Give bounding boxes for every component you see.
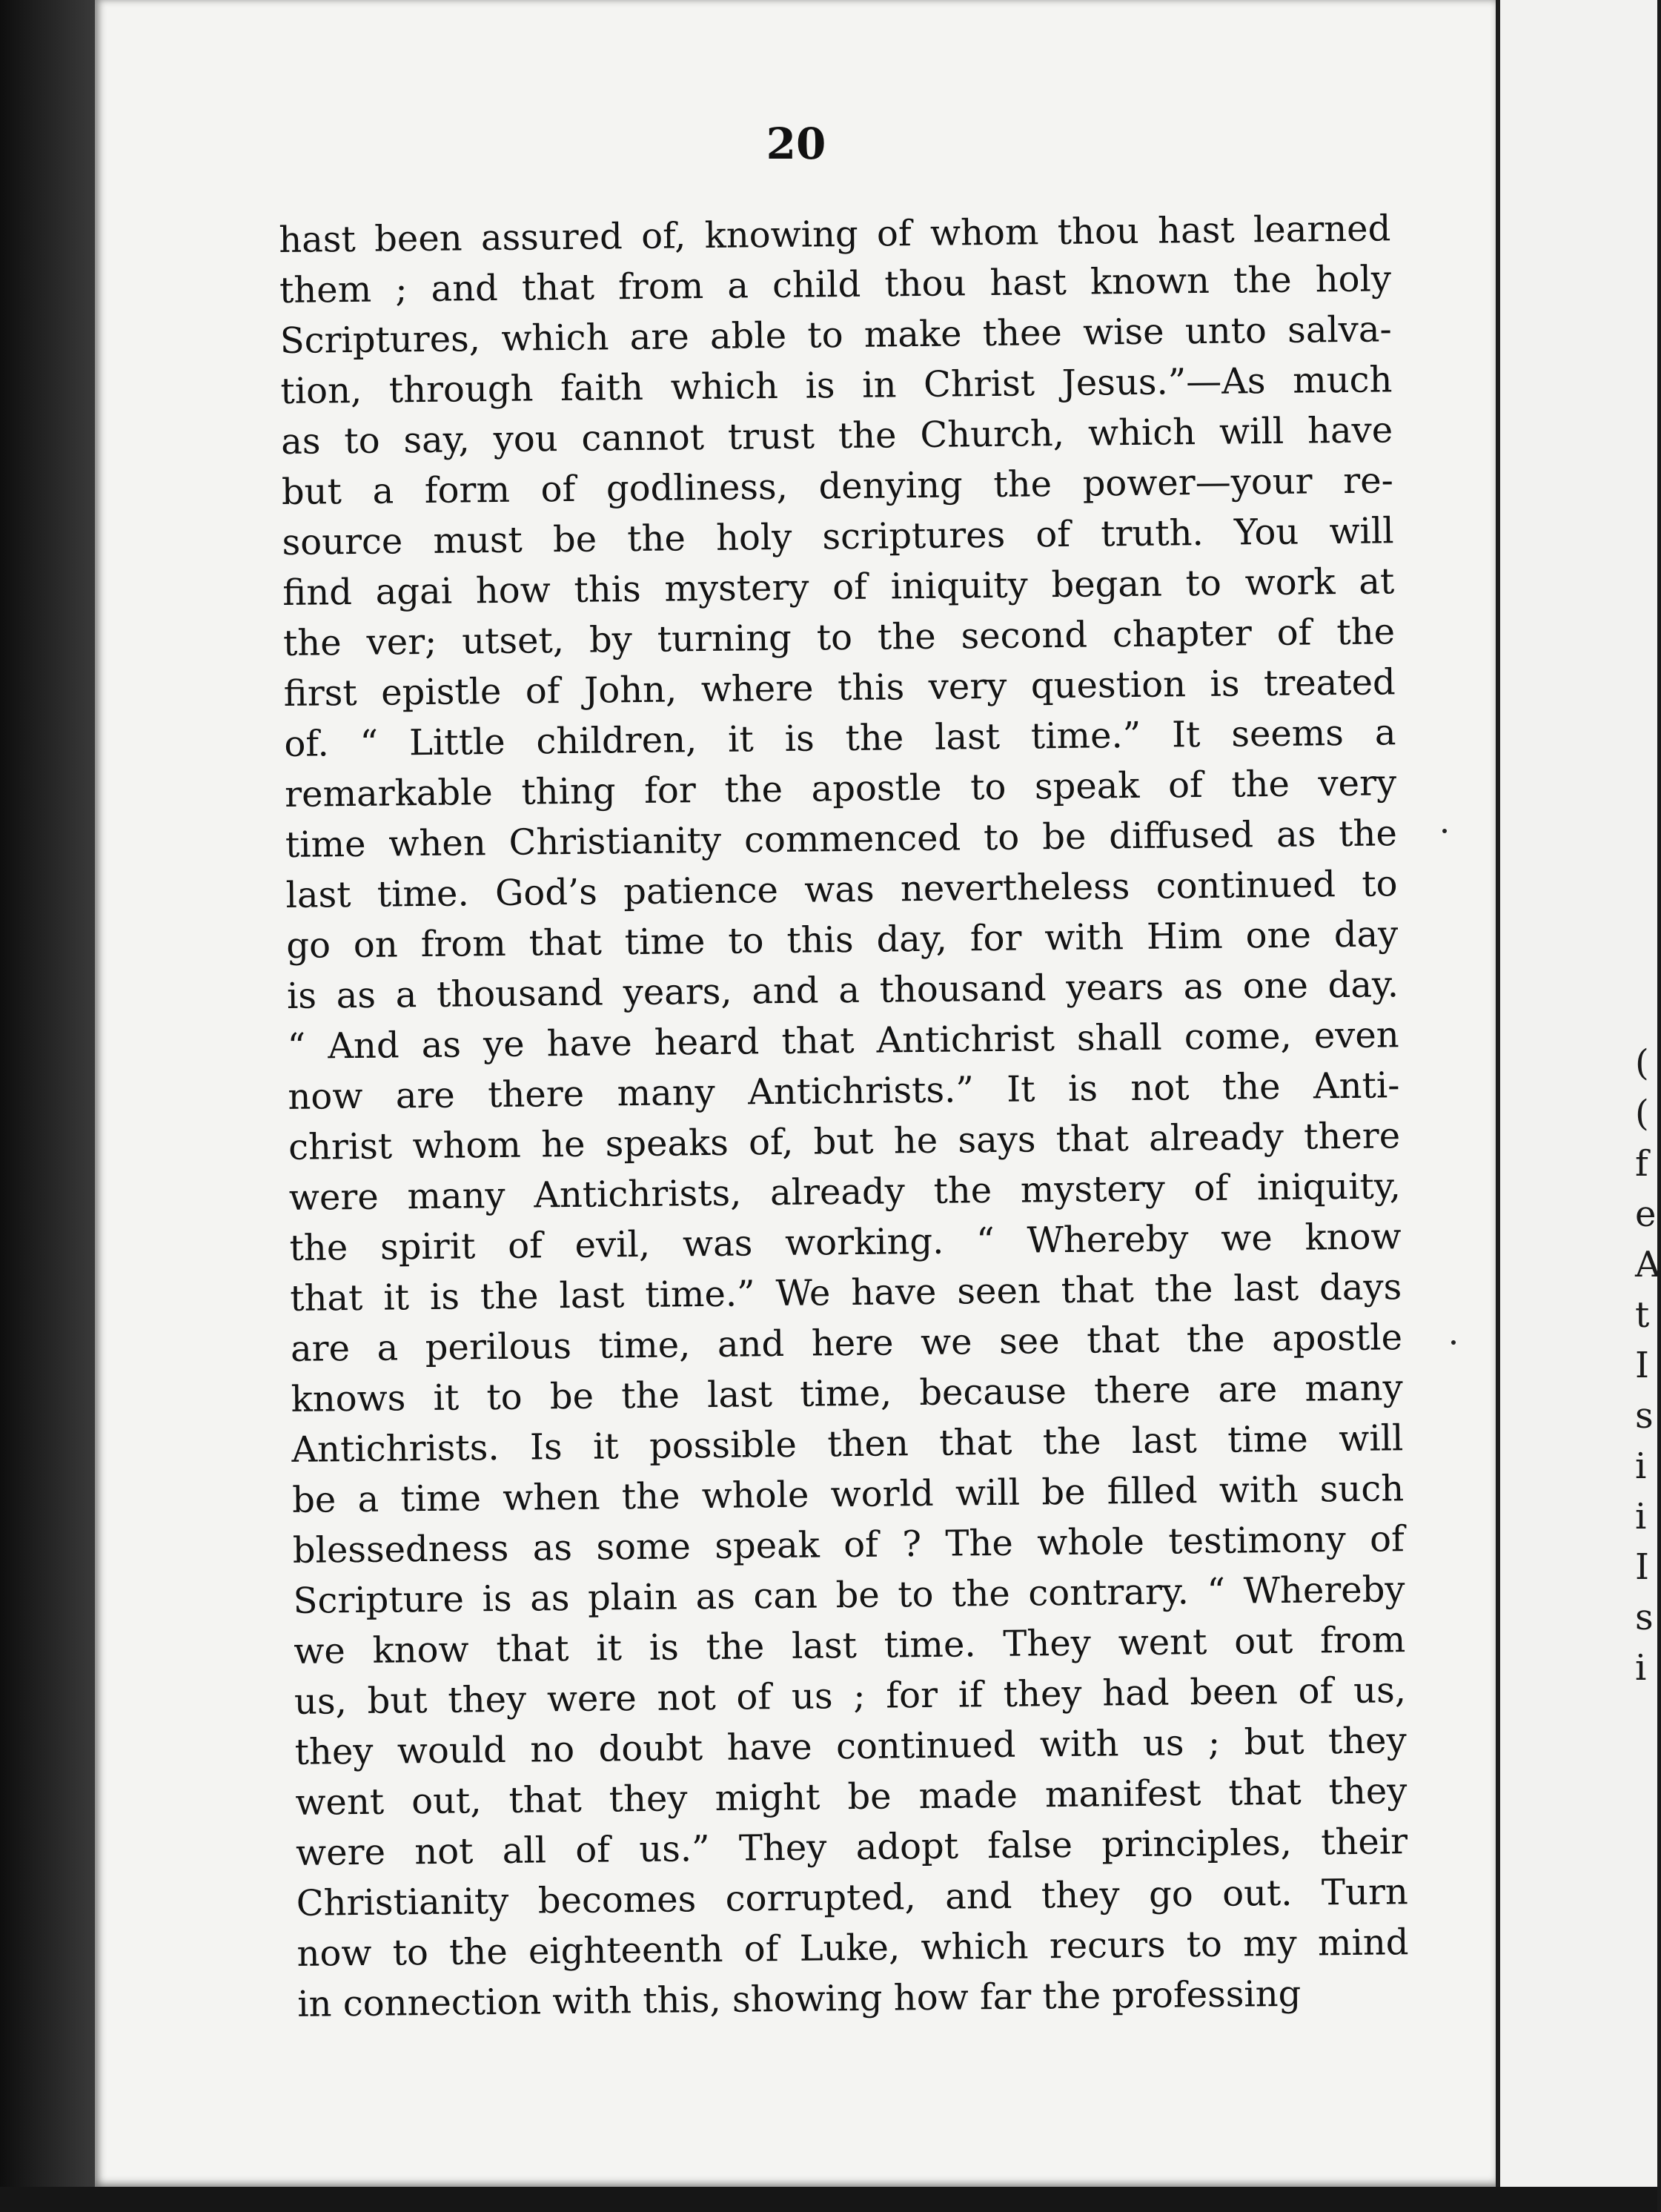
text-line: we know that it is the last time. They went out from [294, 1619, 1406, 1672]
text-line: Scriptures, which are able to make thee wise unto salva- [279, 308, 1392, 362]
facing-page-fragment: i [1635, 1496, 1647, 1537]
text-line: go on from that time to this day, for with Him one day [286, 913, 1399, 967]
book-binding [0, 0, 95, 2212]
text-line: “ And as ye have heard that Antichrist shall come, even [287, 1014, 1399, 1067]
text-line: that it is the last time.” We have seen that the last days [290, 1266, 1402, 1319]
text-line: tion, through faith which is in Christ Jesus.”—As much [280, 359, 1393, 412]
text-line: were many Antichrists, already the mystery of iniquity, [288, 1165, 1402, 1219]
text-line: time when Christianity commenced to be diffused as the [285, 812, 1398, 866]
text-line: the ver; utset, by turning to the second chapter of the [282, 611, 1396, 664]
text-line: now are there many Antichrists.” It is not the Anti- [288, 1064, 1400, 1118]
facing-page-edge [1500, 0, 1661, 2187]
ink-speck [1442, 829, 1447, 833]
text-line: knows it to be the last time, because there are many [291, 1367, 1403, 1420]
facing-page-fragment: A [1635, 1244, 1661, 1285]
text-line: Scripture is as plain as can be to the contrary. “ Whereby [293, 1569, 1405, 1622]
text-line: them ; and that from a child thou hast known the holy [279, 258, 1392, 311]
book-page [95, 0, 1497, 2187]
facing-page-fragment: s [1635, 1597, 1654, 1638]
facing-page-fragment: s [1635, 1395, 1654, 1437]
text-line: were not all of us.” They adopt false principles, their [295, 1821, 1408, 1874]
page-number: 20 [766, 119, 826, 169]
text-line: last time. God’s patience was nevertheless continued to [285, 863, 1398, 916]
facing-page-fragment: t [1635, 1294, 1650, 1336]
facing-page-fragment: f [1635, 1143, 1648, 1185]
text-line: remarkable thing for the apostle to speak of the very [284, 762, 1397, 815]
facing-page-fragment: ( [1635, 1093, 1649, 1134]
text-line: Christianity becomes corrupted, and they go out. Turn [296, 1871, 1409, 1924]
facing-page-fragment: e [1635, 1193, 1657, 1235]
text-line: blessedness as some speak of ? The whole testimony of [292, 1518, 1405, 1572]
text-line: are a perilous time, and here we see that the apostle [290, 1317, 1403, 1370]
text-line: source must be the holy scriptures of truth. You will [282, 510, 1394, 563]
facing-page-fragment: I [1635, 1546, 1649, 1588]
text-line: is as a thousand years, and a thousand years as one day. [286, 964, 1399, 1017]
text-line: as to say, you cannot trust the Church, which will have [280, 409, 1393, 463]
text-line: now to the eighteenth of Luke, which recurs to my mind [296, 1921, 1409, 1975]
text-line: hast been assured of, knowing of whom thou hast learned [279, 208, 1391, 261]
text-line: Antichrists. Is it possible then that the last time will [291, 1417, 1404, 1471]
text-line: in connection with this, showing how far the professing [296, 1973, 1302, 2025]
text-line: be a time when the whole world will be filled with such [291, 1468, 1405, 1521]
text-line: the spirit of evil, was working. “ Whereby we know [289, 1216, 1402, 1269]
text-line: first epistle of John, where this very question is treated [283, 661, 1396, 715]
facing-page-fragment: I [1635, 1345, 1649, 1386]
text-line: christ whom he speaks of, but he says that already there [288, 1115, 1401, 1168]
text-line: find agai how this mystery of iniquity began to work at [282, 560, 1395, 614]
facing-page-text-fragments [1635, 1038, 1661, 1693]
text-line: went out, that they might be made manifest that they [295, 1770, 1408, 1824]
facing-page-fragment: ( [1635, 1042, 1649, 1084]
ink-speck [1451, 1340, 1456, 1345]
text-line: of. “ Little children, it is the last time.” It seems a [284, 712, 1396, 765]
text-line: us, but they were not of us ; for if they had been of us, [294, 1669, 1407, 1723]
text-line: they would no doubt have continued with us ; but they [294, 1720, 1407, 1773]
facing-page-fragment: i [1635, 1647, 1647, 1689]
facing-page-fragment: i [1635, 1446, 1647, 1487]
body-text [279, 203, 1410, 2030]
text-line: but a form of godliness, denying the power—your re- [281, 460, 1394, 513]
scan-bottom-edge [0, 2187, 1657, 2212]
